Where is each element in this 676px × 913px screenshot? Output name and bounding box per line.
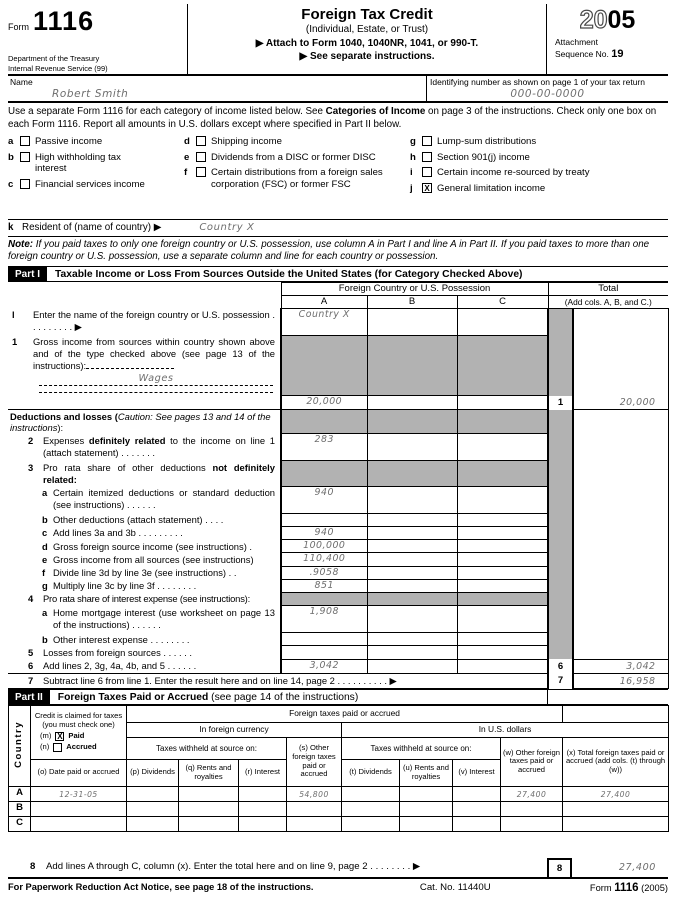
agency-lines xyxy=(8,54,183,73)
shaded-cell xyxy=(281,410,367,434)
tax-year: 2005 xyxy=(579,6,636,34)
line-8-number-box: 8 xyxy=(547,858,572,877)
checkbox-h[interactable] xyxy=(422,152,432,162)
country-row-c: C xyxy=(9,816,669,831)
line-2-label-cell: 2 Expenses definitely related to the income on line 1 (attach statement) . . . . . . . xyxy=(28,434,275,458)
accrued-checkbox-row: (n) Accrued xyxy=(40,741,97,751)
identifying-number-block xyxy=(426,76,668,101)
page-footer xyxy=(8,879,668,898)
column-group-header: Foreign Country or U.S. Possession xyxy=(281,282,548,295)
form-number-block xyxy=(8,4,188,74)
empty-header-box xyxy=(563,705,669,722)
resident-label: Resident of (name of country) ▶ xyxy=(22,222,162,234)
line-k-resident: k Resident of (name of country) ▶ Country X xyxy=(8,219,668,236)
category-j-general-limitation: j X General limitation income xyxy=(410,182,546,194)
line-2-amount-a-input[interactable]: 283 xyxy=(281,434,367,461)
name-input[interactable]: Robert Smith xyxy=(52,88,129,100)
shaded-cell xyxy=(367,410,457,434)
line-8-total-input[interactable]: 27,400 xyxy=(618,861,656,873)
gross-income-type-input[interactable]: Wages xyxy=(39,373,273,386)
column-c-header: C xyxy=(457,295,548,308)
col-w-header: (w) Other foreign taxes paid or accrued xyxy=(501,737,563,786)
line-7-label-cell: 7 Subtract line 6 from line 1. Enter the result here and on line 14, page 2 . . . . . . . . . . ▶ xyxy=(8,673,548,688)
col-q-header: (q) Rents and royalties xyxy=(179,759,239,786)
col-v-header: (v) Interest xyxy=(453,759,501,786)
form-footer-id: Form 1116 (2005) xyxy=(589,881,668,894)
category-column-2 xyxy=(184,136,410,215)
shaded-cell xyxy=(548,410,573,659)
line-4b-amount-a-input[interactable] xyxy=(281,633,367,646)
line-3b-amount-a-input[interactable] xyxy=(281,513,367,526)
attachment-sequence: Attachment Sequence No. 19 xyxy=(555,37,624,60)
line-3f-amount-a-input[interactable]: .9058 xyxy=(281,566,367,579)
shaded-cell xyxy=(457,592,548,605)
line-3b-label-cell: b Other deductions (attach statement) . . . . xyxy=(42,514,224,526)
line-5-label-cell: 5 Losses from foreign sources . . . . . . xyxy=(28,646,193,658)
foreign-taxes-span-header: Foreign taxes paid or accrued xyxy=(127,705,563,722)
row-a-v-input[interactable] xyxy=(453,786,501,801)
row-b-s-input[interactable] xyxy=(287,801,342,816)
line-1-label-cell: 1 Gross income from sources within country shown above and of the type checked above (see page 13 of the instructions): Wages xyxy=(8,335,281,396)
line-l-country-c-input[interactable] xyxy=(457,308,548,335)
part2-bar xyxy=(8,689,668,705)
name-field-block xyxy=(8,76,426,101)
credit-claimed-header: Credit is claimed for taxes (you must check one) xyxy=(34,711,123,730)
line-3g-amount-a-input[interactable]: 851 xyxy=(281,579,367,592)
withheld-usd-header: Taxes withheld at source on: xyxy=(342,737,501,759)
total-header: Total xyxy=(548,282,668,295)
line-1-total-value[interactable]: 20,000 xyxy=(573,308,668,410)
category-i-resourced-treaty: i Certain income re-sourced by treaty xyxy=(410,167,590,179)
paid-checkbox-row: (m) X Paid xyxy=(40,730,85,741)
line-3-label-cell: 3 Pro rata share of other deductions not definitely related: xyxy=(28,461,275,485)
line-8-num: 8 xyxy=(30,860,36,872)
column-b-header: B xyxy=(367,295,457,308)
checkbox-i[interactable] xyxy=(422,167,432,177)
form-header xyxy=(8,4,668,76)
shaded-cell xyxy=(281,335,367,396)
shaded-cell xyxy=(548,308,573,396)
line-4-label-cell: 4 Pro rata share of interest expense (see instructions): xyxy=(28,593,251,605)
category-e-disc-dividends: e Dividends from a DISC or former DISC xyxy=(184,151,376,163)
row-a-s-input[interactable]: 54,800 xyxy=(287,786,342,801)
category-column-1 xyxy=(8,136,184,215)
part2-bar-right-box xyxy=(547,690,668,704)
form-subtitle: (Individual, Estate, or Trust) xyxy=(305,24,429,35)
col-x-header: (x) Total foreign taxes paid or accrued (add cols. (t) through (w)) xyxy=(563,737,669,786)
row-a-p-input[interactable] xyxy=(127,786,179,801)
line-6-label-cell: 6 Add lines 2, 3g, 4a, 4b, and 5 . . . . . . xyxy=(8,659,281,673)
form-title-block xyxy=(188,4,546,74)
checkbox-d[interactable] xyxy=(196,136,206,146)
credit-claimed-block xyxy=(31,705,127,759)
category-f-fsc-distributions: f Certain distributions from a foreign sales corporation (FSC) or former FSC xyxy=(184,167,383,190)
category-d-shipping: d Shipping income xyxy=(184,136,282,148)
checkbox-e[interactable] xyxy=(196,152,206,162)
col-u-header: (u) Rents and royalties xyxy=(400,759,453,786)
line-3f-label-cell: f Divide line 3d by line 3e (see instructions) . . xyxy=(42,567,237,578)
line-3d-amount-a-input[interactable]: 100,000 xyxy=(281,540,367,553)
shaded-cell xyxy=(367,592,457,605)
deductions-section-label: Deductions and losses (Caution: See pages 13 and 14 of the instructions): xyxy=(10,411,271,434)
row-b-x-input[interactable] xyxy=(563,801,669,816)
row-a-t-input[interactable] xyxy=(342,786,400,801)
line-3g-label-cell: g Multiply line 3c by line 3f . . . . . . . . xyxy=(42,580,197,592)
category-g-lump-sum: g Lump-sum distributions xyxy=(410,136,537,148)
name-label: Name xyxy=(10,77,33,87)
line-3d-label-cell: d Gross foreign source income (see instructions) . xyxy=(42,540,253,552)
col-o-header: (o) Date paid or accrued xyxy=(31,759,127,786)
identity-row xyxy=(8,76,668,103)
row-c-x-input[interactable] xyxy=(563,816,669,831)
line-4a-label-cell: a Home mortgage interest (use worksheet on page 13 of the instructions) . . . . . . xyxy=(42,606,275,630)
shaded-cell xyxy=(367,335,457,396)
line-6-amount-a-input[interactable]: 3,042 xyxy=(281,659,367,673)
part2-tag: Part II xyxy=(8,690,50,704)
line-8-label: Add lines A through C, column (x). Enter the total here and on line 9, page 2 . . . . . . . . ▶ xyxy=(46,860,421,872)
col-s-header: (s) Other foreign taxes paid or accrued xyxy=(287,737,342,786)
checkbox-f[interactable] xyxy=(196,167,206,177)
page-title: Foreign Tax Credit xyxy=(301,6,433,23)
country-row-a: A 12-31-05 54,800 27,400 27,400 xyxy=(9,786,669,801)
row-b-w-input[interactable] xyxy=(501,801,563,816)
part1-bar xyxy=(8,266,668,282)
attach-instruction: ▶ Attach to Form 1040, 1040NR, 1041, or 990-T. xyxy=(255,38,479,49)
row-c-w-input[interactable] xyxy=(501,816,563,831)
row-a-r-input[interactable] xyxy=(239,786,287,801)
agency-line-2: Internal Revenue Service (99) xyxy=(8,63,108,73)
line-7-total-value[interactable]: 16,958 xyxy=(573,673,668,688)
accrued-checkbox[interactable] xyxy=(53,743,62,752)
line-1-amount-c-input[interactable] xyxy=(457,396,548,410)
category-h-section-901j: h Section 901(j) income xyxy=(410,151,530,163)
part1-table xyxy=(8,282,669,689)
line-l-country-a-input[interactable]: Country X xyxy=(281,308,367,335)
row-a-x-input[interactable]: 27,400 xyxy=(563,786,669,801)
part2-table xyxy=(8,705,669,832)
see-instruction: ▶ See separate instructions. xyxy=(299,51,435,62)
identifying-number-label: Identifying number as shown on page 1 of your tax return xyxy=(430,77,645,87)
col-t-header: (t) Dividends xyxy=(342,759,400,786)
part1-tag: Part I xyxy=(8,267,47,281)
foreign-currency-span-header: In foreign currency xyxy=(127,722,342,737)
row-a-u-input[interactable] xyxy=(400,786,453,801)
checkbox-a[interactable] xyxy=(20,136,30,146)
paid-checkbox[interactable]: X xyxy=(57,731,63,741)
line-7-number: 7 xyxy=(548,673,573,688)
usd-span-header: In U.S. dollars xyxy=(342,722,669,737)
row-a-w-input[interactable]: 27,400 xyxy=(501,786,563,801)
country-row-b: B xyxy=(9,801,669,816)
shaded-cell xyxy=(367,461,457,486)
row-b-date-input[interactable] xyxy=(31,801,127,816)
column-a-header: A xyxy=(281,295,367,308)
checkbox-g[interactable] xyxy=(422,136,432,146)
checkbox-b[interactable] xyxy=(20,152,30,162)
form-word: Form xyxy=(8,22,29,32)
income-category-section xyxy=(8,133,668,219)
line-3a-amount-a-input[interactable]: 940 xyxy=(281,486,367,513)
note-paragraph: Note: If you paid taxes to only one foreign country or U.S. possession, use column A in Part I and line A in Part II. If you paid taxes to more than one foreign country or U.S. possession, use a separate column and line for each country or possession. xyxy=(8,236,668,265)
line-6-number: 6 xyxy=(548,659,573,673)
resident-country-input[interactable]: Country X xyxy=(199,222,255,234)
row-a-date-input[interactable]: 12-31-05 xyxy=(31,786,127,801)
row-a-q-input[interactable] xyxy=(179,786,239,801)
form-number: 1116 xyxy=(33,6,95,36)
write-in-rule-2 xyxy=(39,386,273,393)
part1-title: Taxable Income or Loss From Sources Outside the United States (for Category Checked Above) xyxy=(55,268,523,280)
shaded-cell xyxy=(457,335,548,396)
identifying-number-input[interactable]: 000-00-0000 xyxy=(510,88,585,100)
line-3a-label-cell: a Certain itemized deductions or standard deduction (see instructions) . . . . . . xyxy=(42,487,275,511)
checkbox-c[interactable] xyxy=(20,179,30,189)
line-5-amount-a-input[interactable] xyxy=(281,646,367,659)
line-8-row xyxy=(8,858,668,879)
line-l-country-b-input[interactable] xyxy=(367,308,457,335)
line-1-amount-b-input[interactable] xyxy=(367,396,457,410)
line-3c-label-cell: c Add lines 3a and 3b . . . . . . . . . xyxy=(42,527,183,539)
category-column-3 xyxy=(410,136,668,215)
line-3e-label-cell: e Gross income from all sources (see instructions) xyxy=(42,553,254,565)
line-3e-amount-a-input[interactable]: 110,400 xyxy=(281,553,367,566)
agency-line-1: Department of the Treasury xyxy=(8,54,100,64)
line-4b-label-cell: b Other interest expense . . . . . . . . xyxy=(42,633,190,645)
col-p-header: (p) Dividends xyxy=(127,759,179,786)
category-a-passive-income: a Passive income xyxy=(8,136,103,148)
row-c-s-input[interactable] xyxy=(287,816,342,831)
withheld-fc-header: Taxes withheld at source on: xyxy=(127,737,287,759)
general-instructions: Use a separate Form 1116 for each category of income listed below. See Categories of Income on page 3 of the instructions. Check only one box on each Form 1116. Report all amounts in U.S. dollars except where specified in Part II below. xyxy=(8,106,657,130)
col-r-header: (r) Interest xyxy=(239,759,287,786)
total-subheader: (Add cols. A, B, and C.) xyxy=(548,295,668,308)
part2-title: Foreign Taxes Paid or Accrued (see page 14 of the instructions) xyxy=(57,691,359,703)
country-column-header: Country xyxy=(9,705,31,786)
line-4a-amount-a-input[interactable]: 1,908 xyxy=(281,606,367,633)
sequence-number: 19 xyxy=(611,47,624,60)
category-c-financial-services: c Financial services income xyxy=(8,178,145,190)
line-1-number: 1 xyxy=(548,396,573,410)
line-6-total-value[interactable]: 3,042 xyxy=(573,659,668,673)
line-1-amount-a-input[interactable]: 20,000 xyxy=(281,396,367,410)
year-block xyxy=(546,4,668,74)
write-in-rule xyxy=(86,361,174,369)
line-l-label-cell: l Enter the name of the foreign country or U.S. possession . . . . . . . . . ▶ xyxy=(12,309,275,333)
shaded-cell xyxy=(281,461,367,486)
shaded-cell xyxy=(457,410,548,434)
category-b-high-withholding: b High withholding tax interest xyxy=(8,151,121,175)
paperwork-notice: For Paperwork Reduction Act Notice, see page 18 of the instructions. xyxy=(8,881,314,892)
row-c-date-input[interactable] xyxy=(31,816,127,831)
shaded-cell xyxy=(281,592,367,605)
line-3c-amount-a-input[interactable]: 940 xyxy=(281,526,367,539)
checkbox-j[interactable]: X xyxy=(422,183,432,193)
catalog-number: Cat. No. 11440U xyxy=(419,881,491,893)
shaded-cell xyxy=(457,461,548,486)
